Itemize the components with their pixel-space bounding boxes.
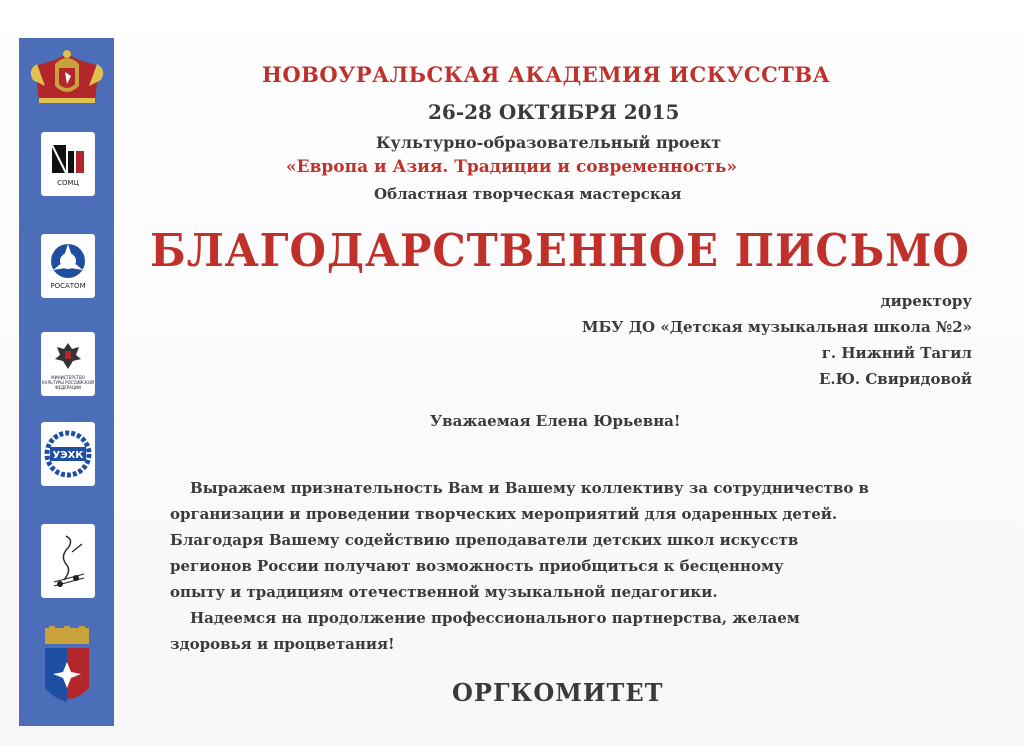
letter-title: БЛАГОДАРСТВЕННОЕ ПИСЬМО (150, 224, 970, 277)
ministry-label: МИНИСТЕРСТВО КУЛЬТУРЫ РОССИЙСКОЙ ФЕДЕРАЦИИ (41, 374, 95, 390)
addressee-organization: МБУ ДО «Детская музыкальная школа №2» (581, 318, 972, 336)
uehk-logo (41, 422, 95, 486)
academy-heading: НОВОУРАЛЬСКАЯ АКАДЕМИЯ ИСКУССТВА (262, 62, 831, 87)
logo-sidebar (19, 38, 114, 726)
somc-logo (41, 132, 95, 196)
addressee-position: директору (880, 292, 972, 310)
body-line: регионов России получают возможность приобщиться к бесценному (170, 557, 784, 575)
letter-body (170, 475, 970, 657)
double-headed-eagle-icon (51, 339, 85, 373)
body-line: Выражаем признательность Вам и Вашему коллективу за сотрудничество в (190, 479, 869, 497)
sverdlovsk-coat-of-arms-icon (25, 46, 109, 108)
rosatom-label: РОСАТОМ (50, 282, 86, 290)
addressee-name: Е.Ю. Свиридовой (818, 370, 972, 388)
event-dates: 26-28 ОКТЯБРЯ 2015 (428, 100, 680, 124)
rosatom-logo (41, 234, 95, 298)
addressee-city: г. Нижний Тагил (821, 344, 972, 362)
music-sketch-logo (41, 524, 95, 598)
ministry-logo (41, 332, 95, 396)
greeting: Уважаемая Елена Юрьевна! (430, 412, 681, 430)
body-line: опыту и традициям отечественной музыкальной педагогики. (170, 583, 718, 601)
uehk-label: УЭХК (52, 450, 84, 461)
somc-label: СОМЦ (57, 179, 79, 187)
body-line: здоровья и процветания! (170, 635, 395, 653)
musician-sketch-icon (46, 530, 90, 592)
rosatom-icon (48, 242, 88, 280)
workshop-name: Областная творческая мастерская (374, 185, 682, 203)
signature: ОРГКОМИТЕТ (452, 678, 664, 707)
novouralsk-coat-of-arms-icon (41, 626, 93, 712)
somc-icon (48, 141, 88, 177)
body-line: Благодаря Вашему содействию преподаватели детских школ искусств (170, 531, 799, 549)
body-line: организации и проведении творческих мероприятий для одаренных детей. (170, 505, 838, 523)
body-line: Надеемся на продолжение профессионального партнерства, желаем (190, 609, 800, 627)
project-name: «Европа и Азия. Традиции и современность» (286, 157, 737, 177)
project-type: Культурно-образовательный проект (376, 133, 722, 152)
